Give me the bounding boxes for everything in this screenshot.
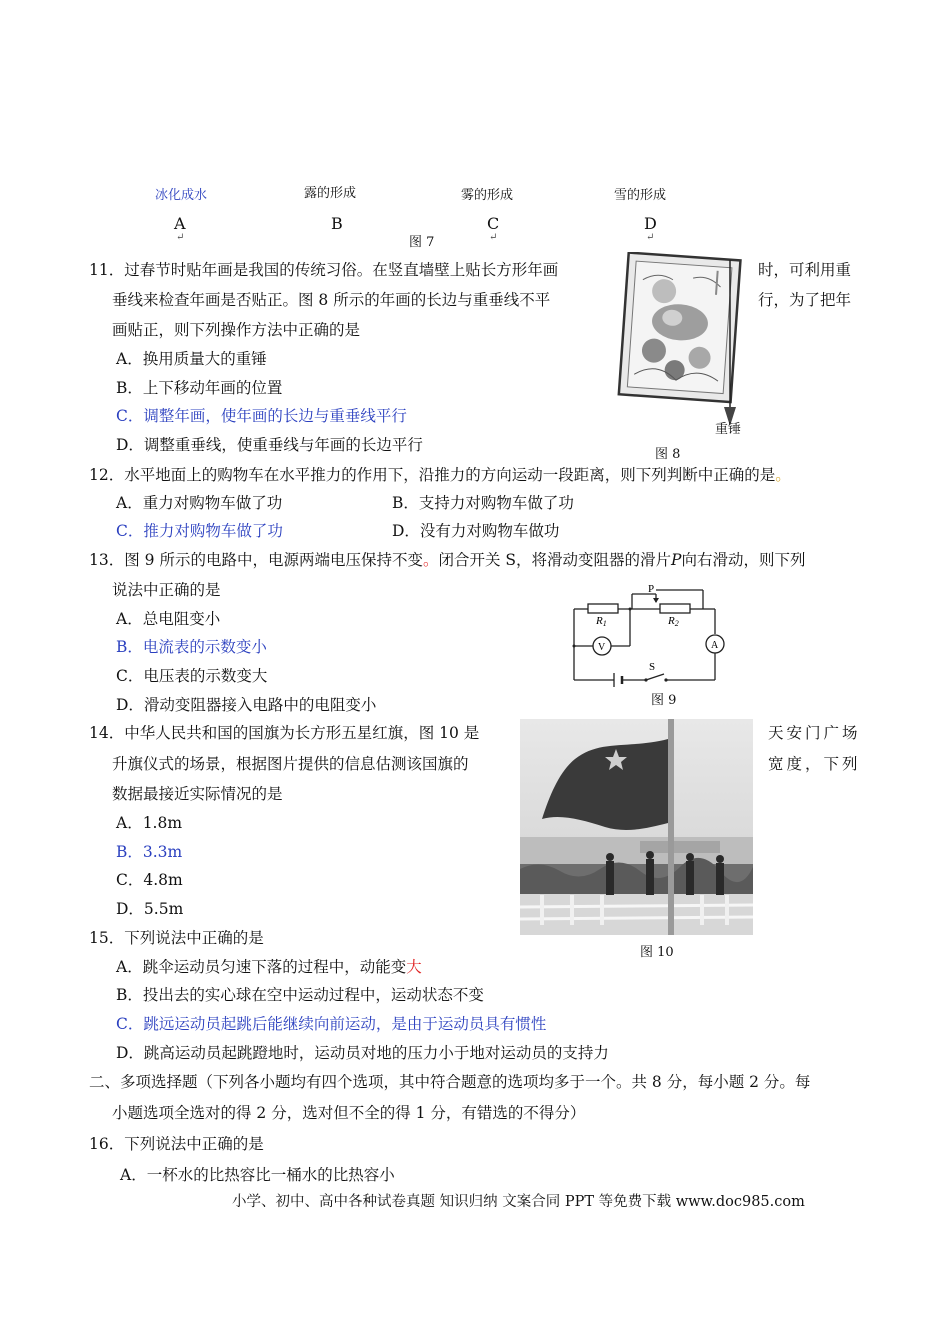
fig7-letter-c: C	[487, 214, 500, 233]
fig7-label-a: 冰化成水	[155, 188, 208, 203]
footer-text: 小学、初中、高中各种试卷真题 知识归纳 文案合同 PPT 等免费下载 www.doc985.com	[232, 1194, 805, 1210]
q11-option-c: C．调整年画，使年画的长边与重垂线平行	[116, 407, 407, 425]
q14-option-a: A．1.8m	[116, 814, 183, 832]
fig7-label-d: 雪的形成	[614, 188, 667, 203]
q12-option-c: C．推力对购物车做了功	[116, 522, 283, 540]
section2-line2: 小题选项全选对的得 2 分，选对但不全的得 1 分，有错选的不得分）	[112, 1104, 586, 1122]
q15-option-c: C．跳远运动员起跳后能继续向前运动，是由于运动员具有惯性	[116, 1015, 547, 1033]
q14-option-b: B．3.3m	[116, 843, 183, 861]
q14-line2b: 宽度，下列	[768, 755, 861, 773]
circuit-diagram	[560, 582, 730, 688]
q14-line2a: 升旗仪式的场景，根据图片提供的信息估测该国旗的	[112, 755, 469, 773]
voltmeter-label: V	[598, 642, 606, 653]
q11-option-a: A．换用质量大的重锤	[116, 350, 267, 368]
q13-line1: 13．图 9 所示的电路中，电源两端电压保持不变。闭合开关 S，将滑动变阻器的滑片P向右滑动，则下列	[89, 551, 806, 569]
q11-line2b: 行，为了把年	[758, 291, 852, 309]
switch-label: S	[649, 661, 656, 673]
fig7-letter-a: A	[174, 214, 186, 233]
return-mark-icon: ↵	[176, 232, 185, 243]
fig7-label-c: 雾的形成	[461, 188, 514, 203]
r2-label: R2	[668, 615, 679, 628]
q15-option-d: D．跳高运动员起跳蹬地时，运动员对地的压力小于地对运动员的支持力	[116, 1044, 609, 1062]
q11-line1b: 时，可利用重	[758, 261, 852, 279]
fig7-label-b: 露的形成	[304, 186, 357, 201]
q13-option-a: A．总电阻变小	[116, 610, 221, 628]
fig7-letter-b: B	[331, 214, 343, 233]
q14-line1a: 14．中华人民共和国的国旗为长方形五星红旗，图 10 是	[89, 724, 480, 742]
q11-line3: 画贴正，则下列操作方法中正确的是	[112, 321, 361, 339]
fig7-caption: 图 7	[409, 235, 435, 250]
q12-option-a: A．重力对购物车做了功	[116, 494, 283, 512]
q13-option-b: B．电流表的示数变小	[116, 638, 267, 656]
q14-line3: 数据最接近实际情况的是	[112, 785, 283, 803]
ammeter-label: A	[711, 640, 719, 651]
q13-option-d: D．滑动变阻器接入电路中的电阻变小	[116, 696, 377, 714]
q12-option-d: D．没有力对购物车做功	[392, 522, 560, 540]
q16-line1: 16．下列说法中正确的是	[89, 1135, 264, 1153]
q12-option-b: B．支持力对购物车做了功	[392, 494, 574, 512]
fig7-letter-d: D	[644, 214, 657, 233]
q13-option-c: C．电压表的示数变大	[116, 667, 268, 685]
q15-option-b: B．投出去的实心球在空中运动过程中，运动状态不变	[116, 986, 484, 1004]
return-mark-icon: ↵	[646, 232, 655, 243]
q14-line1b: 天安门广场	[768, 724, 861, 742]
q15-line1: 15．下列说法中正确的是	[89, 929, 264, 947]
fig10-caption: 图 10	[640, 945, 674, 960]
r1-label: R1	[596, 615, 607, 628]
flag-raising-photo	[520, 719, 753, 935]
fig9-caption: 图 9	[651, 693, 677, 708]
q16-option-a: A．一杯水的比热容比一桶水的比热容小	[120, 1166, 395, 1184]
section2-line1: 二、多项选择题（下列各小题均有四个选项，其中符合题意的选项均多于一个。共 8 分，每小题 2 分。每	[89, 1073, 811, 1091]
slider-p-label: P	[648, 583, 655, 595]
q14-option-c: C．4.8m	[116, 871, 183, 889]
return-mark-icon: ↵	[489, 232, 498, 243]
q11-option-d: D．调整重垂线，使重垂线与年画的长边平行	[116, 436, 423, 454]
q15-option-a: A．跳伞运动员匀速下落的过程中，动能变大	[116, 958, 422, 976]
q11-option-b: B．上下移动年画的位置	[116, 379, 283, 397]
fig8-caption: 图 8	[655, 447, 681, 462]
q11-line2a: 垂线来检查年画是否贴正。图 8 所示的年画的长边与重垂线不平	[112, 291, 551, 309]
fig8-plumb-label: 重锤	[715, 422, 742, 437]
q11-line1a: 11．过春节时贴年画是我国的传统习俗。在竖直墙壁上贴长方形年画	[89, 261, 559, 279]
q13-line2: 说法中正确的是	[112, 581, 221, 599]
q12-line1: 12．水平地面上的购物车在水平推力的作用下，沿推力的方向运动一段距离，则下列判断中正确的是。	[89, 466, 791, 484]
q14-option-d: D．5.5m	[116, 900, 184, 918]
new-year-painting-figure	[610, 252, 760, 442]
